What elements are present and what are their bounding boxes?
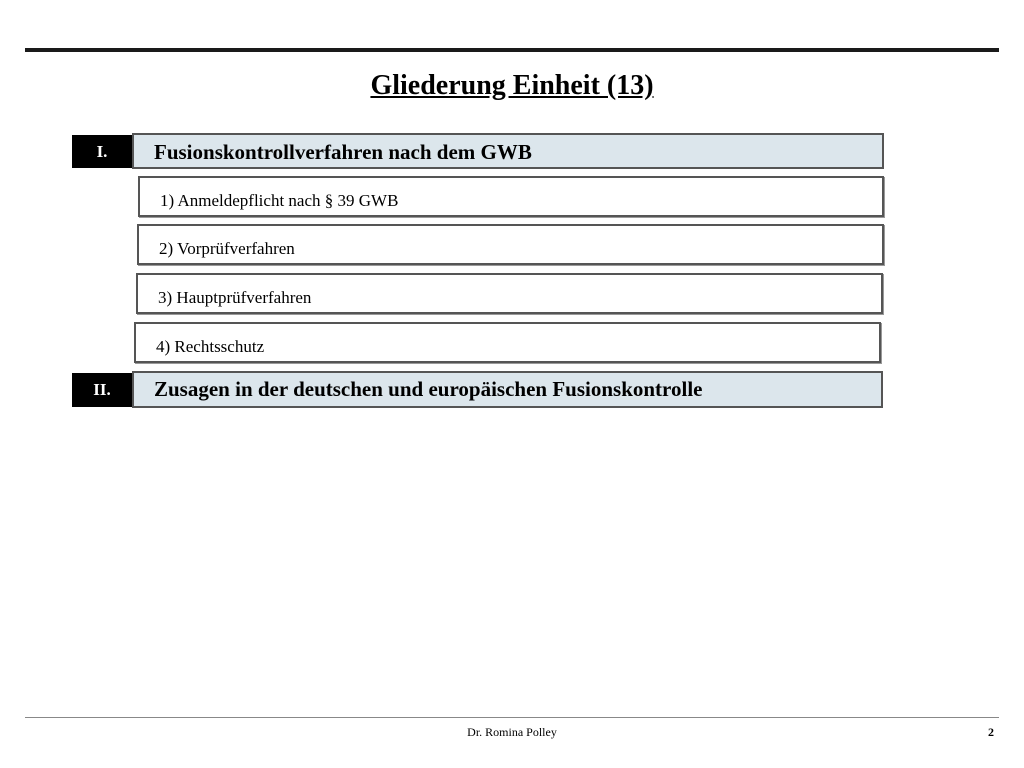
section-heading-1: Fusionskontrollverfahren nach dem GWB [132, 133, 884, 169]
section-number-2: II. [72, 373, 132, 407]
subsection-item-2: 2) Vorprüfverfahren [137, 224, 884, 265]
page-number: 2 [988, 725, 994, 739]
subsection-item-1: 1) Anmeldepflicht nach § 39 GWB [138, 176, 884, 217]
footer-author: Dr. Romina Polley [467, 725, 557, 739]
slide-title: Gliederung Einheit (13) [370, 70, 654, 101]
section-heading-2: Zusagen in der deutschen und europäischen Fusionskontrolle [132, 371, 883, 408]
subsection-item-4: 4) Rechtsschutz [134, 322, 881, 363]
section-number-1: I. [72, 135, 132, 168]
bottom-rule [25, 717, 999, 718]
subsection-item-3: 3) Hauptprüfverfahren [136, 273, 883, 314]
top-rule [25, 48, 999, 52]
